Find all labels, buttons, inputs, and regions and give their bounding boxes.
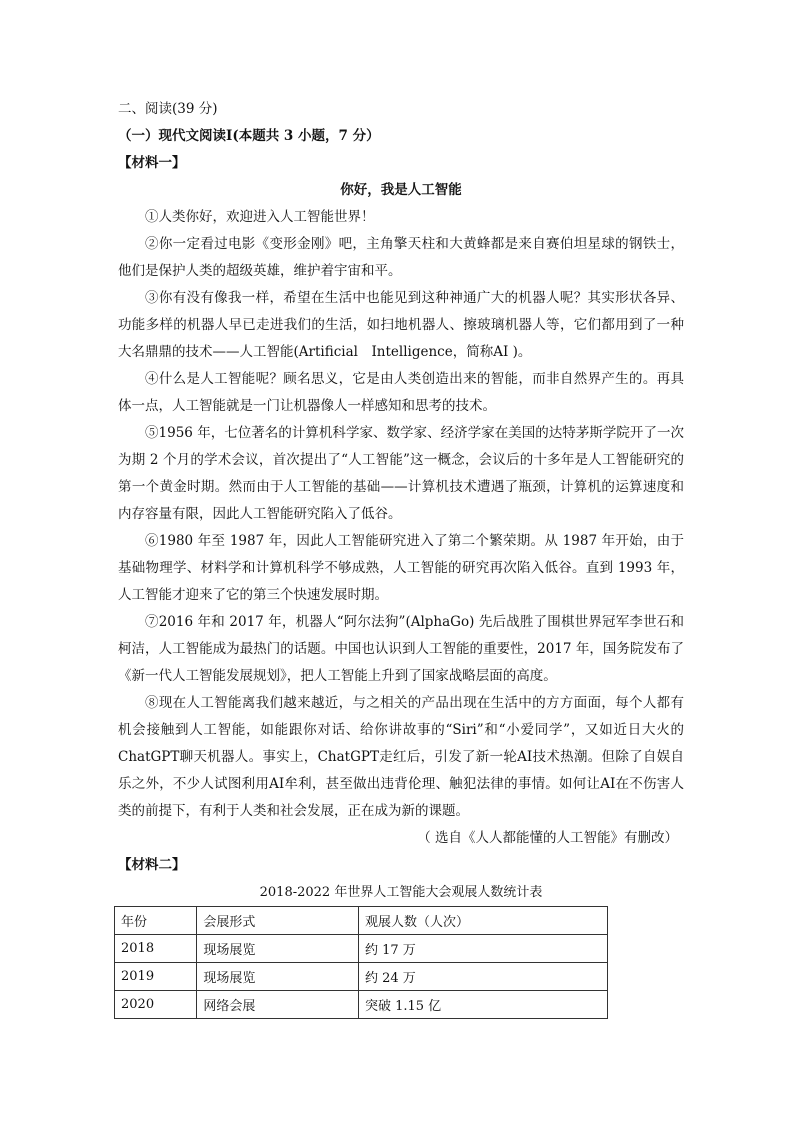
section-heading: 二、阅读(39 分) <box>118 101 218 117</box>
table-row <box>115 935 608 963</box>
table-cell: 现场展览 <box>197 935 359 963</box>
paragraph-6: ⑥1980 年至 1987 年，因此人工智能研究进入了第二个繁荣期。从 1987 年开始，由于基础物理学、材料学和计算机科学不够成熟，人工智能的研究再次陷入低谷。直到 1993 年，人工智能才迎来了它的第三个快速发展时期。 <box>118 533 684 603</box>
table-cell: 突破 1.15 亿 <box>358 991 607 1019</box>
table-cell: 网络会展 <box>197 991 359 1019</box>
article-title: 你好，我是人工智能 <box>340 182 462 198</box>
table-title: 2018-2022 年世界人工智能大会观展人数统计表 <box>259 885 543 900</box>
paragraph-5: ⑤1956 年，七位著名的计算机科学家、数学家、经济学家在美国的达特茅斯学院开了一次为期 2 个月的学术会议，首次提出了“人工智能”这一概念，会议后的十多年是人工智能研究的第一个黄金时期。然而由于人工智能的基础——计算机技术遭遇了瓶颈，计算机的运算速度和内存容量有限，因此人工智能研究陷入了低谷。 <box>118 425 684 522</box>
paragraph-2: ②你一定看过电影《变形金刚》吧，主角擎天柱和大黄蜂都是来自赛伯坦星球的钢铁士，他们是保护人类的超级英雄，维护着宇宙和平。 <box>118 236 684 279</box>
table-cell: 2019 <box>115 963 197 991</box>
table-header-row <box>115 907 608 935</box>
subsection-heading: （一）现代文阅读Ⅰ(本题共 3 小题，7 分） <box>118 128 380 144</box>
paragraph-8: ⑧现在人工智能离我们越来越近，与之相关的产品出现在生活中的方方面面，每个人都有机会接触到人工智能，如能跟你对话、给你讲故事的“Siri”和“小爱同学”，又如近日大火的ChatGPT聊天机器人。事实上，ChatGPT走红后，引发了新一轮AI技术热潮。但除了自娱自乐之外，不少人试图利用AI牟利，甚至做出违背伦理、触犯法律的事情。如何让AI在不伤害人类的前提下，有利于人类和社会发展，正在成为新的课题。 <box>118 695 684 819</box>
table-cell: 2020 <box>115 991 197 1019</box>
material-1-label: 【材料一】 <box>118 155 186 171</box>
table-header-cell: 观展人数（人次） <box>358 907 607 935</box>
table-header-cell: 年份 <box>115 907 197 935</box>
table-row <box>115 991 608 1019</box>
paragraph-3: ③你有没有像我一样，希望在生活中也能见到这种神通广大的机器人呢？其实形状各异、功能多样的机器人早已走进我们的生活，如扫地机器人、擦玻璃机器人等，它们都用到了一种大名鼎鼎的技术——人工智能(Artificial Intelligence，简称AI )。 <box>118 290 684 360</box>
material-2-label: 【材料二】 <box>118 857 186 873</box>
table-header-cell: 会展形式 <box>197 907 359 935</box>
table-cell: 约 17 万 <box>358 935 607 963</box>
paragraph-4: ④什么是人工智能呢？顾名思义，它是由人类创造出来的智能，而非自然界产生的。再具体一点，人工智能就是一门让机器像人一样感知和思考的技术。 <box>118 371 684 414</box>
table-cell: 2018 <box>115 935 197 963</box>
table-cell: 约 24 万 <box>358 963 607 991</box>
page-content <box>118 96 684 1019</box>
paragraph-7: ⑦2016 年和 2017 年，机器人“阿尔法狗”(AlphaGo) 先后战胜了围棋世界冠军李世石和柯洁，人工智能成为最热门的话题。中国也认识到人工智能的重要性，2017 年，国务院发布了《新一代人工智能发展规划》，把人工智能上升到了国家战略层面的高度。 <box>118 614 684 684</box>
source-note: （ 选自《人人都能懂的人工智能》有删改） <box>417 830 678 846</box>
paragraph-1: ①人类你好，欢迎进入人工智能世界！ <box>145 209 375 225</box>
attendance-table <box>114 906 608 1019</box>
table-cell: 现场展览 <box>197 963 359 991</box>
table-row <box>115 963 608 991</box>
